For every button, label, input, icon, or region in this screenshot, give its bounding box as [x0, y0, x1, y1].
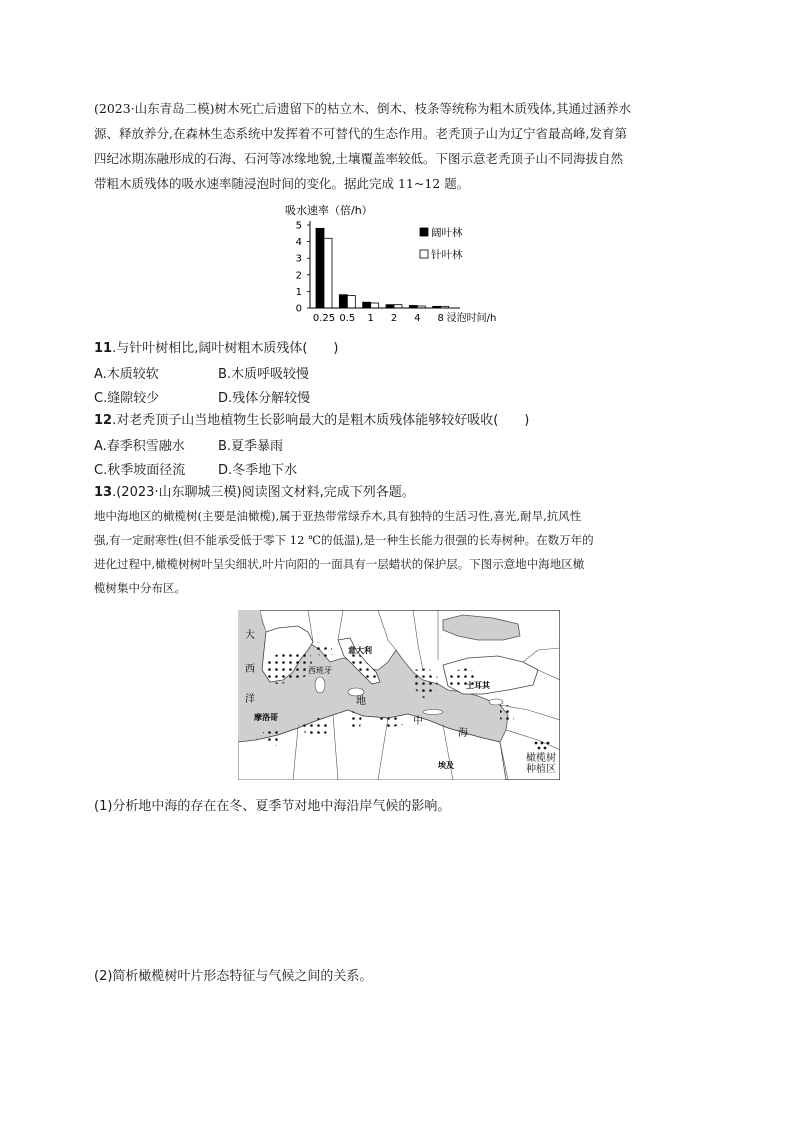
- material-line: 榄树集中分布区。: [94, 581, 186, 595]
- question-12: [94, 410, 529, 432]
- x-tick-label: 2: [390, 313, 398, 324]
- olive-dots-icon: [532, 740, 550, 752]
- map-label-sea: 中: [413, 716, 423, 727]
- option-b[interactable]: B.木质呼吸较慢: [218, 367, 310, 382]
- sub-question-2: (2)简析橄榄树叶片形态特征与气候之间的关系。: [94, 969, 373, 984]
- map-label-italy: 意大利: [348, 646, 372, 655]
- material-line: 进化过程中,橄榄树树叶呈尖细状,叶片向阳的一面具有一层蜡状的保护层。下图示意地中海地区橄: [94, 557, 585, 571]
- question-text: .对老秃顶子山当地植物生长影响最大的是粗木质残体能够较好吸收( ): [112, 413, 530, 428]
- legend-label: 阔叶林: [431, 227, 463, 239]
- legend-label: 橄榄树: [526, 753, 556, 764]
- bar: [371, 303, 379, 308]
- bar: [324, 238, 332, 308]
- intro-line: (2023·山东青岛二模)树木死亡后遗留下的枯立木、倒木、枝条等统称为粗木质残体,其通过涵养水: [94, 101, 632, 116]
- absorption-rate-chart: [280, 200, 520, 330]
- map-legend: [516, 740, 566, 775]
- map-label-morocco: 摩洛哥: [254, 713, 278, 722]
- map-label-ocean: 洋: [245, 694, 255, 705]
- question-text: .与针叶树相比,阔叶树粗木质残体( ): [112, 341, 339, 356]
- bar: [347, 296, 355, 308]
- legend-swatch: [420, 250, 428, 258]
- x-tick-label: 4: [414, 313, 421, 324]
- mediterranean-map: [238, 610, 560, 780]
- material-line: 地中海地区的橄榄树(主要是油橄榄),属于亚热带常绿乔木,具有独特的生活习性,喜光,耐旱,抗风性: [94, 509, 582, 523]
- y-axis-label: 吸水速率（倍/h）: [285, 204, 373, 217]
- x-tick-label: 0.25: [312, 313, 336, 324]
- x-tick-label: 1: [367, 313, 374, 324]
- option-a[interactable]: A.木质较软: [94, 367, 159, 382]
- question-number: 11: [94, 341, 113, 356]
- option-d[interactable]: D.冬季地下水: [218, 463, 298, 478]
- map-label-ocean: 西: [245, 664, 255, 675]
- option-d[interactable]: D.残体分解较慢: [218, 391, 311, 406]
- y-tick-label: 2: [295, 270, 302, 282]
- sub-question-1: (1)分析地中海的存在在冬、夏季节对地中海沿岸气候的影响。: [94, 799, 451, 814]
- material-line: 强,有一定耐寒性(但不能承受低于零下 12 ℃的低温),是一种生长能力很强的长寿树种。在数万年的: [94, 533, 594, 547]
- question-13: [94, 482, 415, 504]
- legend-label: 种植区: [526, 764, 556, 775]
- x-tick-label: 8: [437, 313, 444, 324]
- material-paragraph: [94, 504, 700, 600]
- map-label-spain: 西班牙: [308, 666, 332, 675]
- map-label-sea: 海: [458, 728, 468, 739]
- y-tick-label: 1: [295, 286, 302, 298]
- option-a[interactable]: A.春季积雪融水: [94, 439, 185, 454]
- y-tick-label: 4: [295, 237, 302, 249]
- y-tick-label: 5: [295, 220, 302, 232]
- map-label-egypt: 埃及: [438, 761, 454, 770]
- bar: [339, 295, 347, 308]
- map-label-ocean: 大: [245, 630, 255, 641]
- intro-line: 源、释放养分,在森林生态系统中发挥着不可替代的生态作用。老秃顶子山为辽宁省最高峰,发育第: [94, 126, 627, 141]
- intro-line: 带粗木质残体的吸水速率随浸泡时间的变化。据此完成 11~12 题。: [94, 176, 470, 191]
- bar: [316, 228, 324, 308]
- intro-paragraph: [94, 96, 700, 196]
- x-axis-label: 浸泡时间/h: [446, 313, 497, 324]
- x-tick-label: 0.5: [339, 313, 356, 324]
- map-label-turkey: 土耳其: [466, 681, 490, 690]
- question-text: .(2023·山东聊城三模)阅读图文材料,完成下列各题。: [112, 485, 415, 500]
- intro-line: 四纪冰期冻融形成的石海、石河等冰缘地貌,土壤覆盖率较低。下图示意老秃顶子山不同海拔自然: [94, 151, 623, 166]
- question-number: 13: [94, 485, 113, 500]
- option-b[interactable]: B.夏季暴雨: [218, 439, 284, 454]
- question-11: [94, 338, 339, 360]
- y-tick-label: 3: [295, 253, 302, 265]
- map-label-sea: 地: [356, 696, 366, 707]
- legend-swatch: [420, 228, 428, 236]
- question-number: 12: [94, 413, 113, 428]
- option-c[interactable]: C.秋季坡面径流: [94, 463, 186, 478]
- option-c[interactable]: C.缝隙较少: [94, 391, 160, 406]
- bar: [363, 302, 371, 308]
- y-tick-label: 0: [295, 303, 302, 315]
- legend-label: 针叶林: [431, 249, 463, 261]
